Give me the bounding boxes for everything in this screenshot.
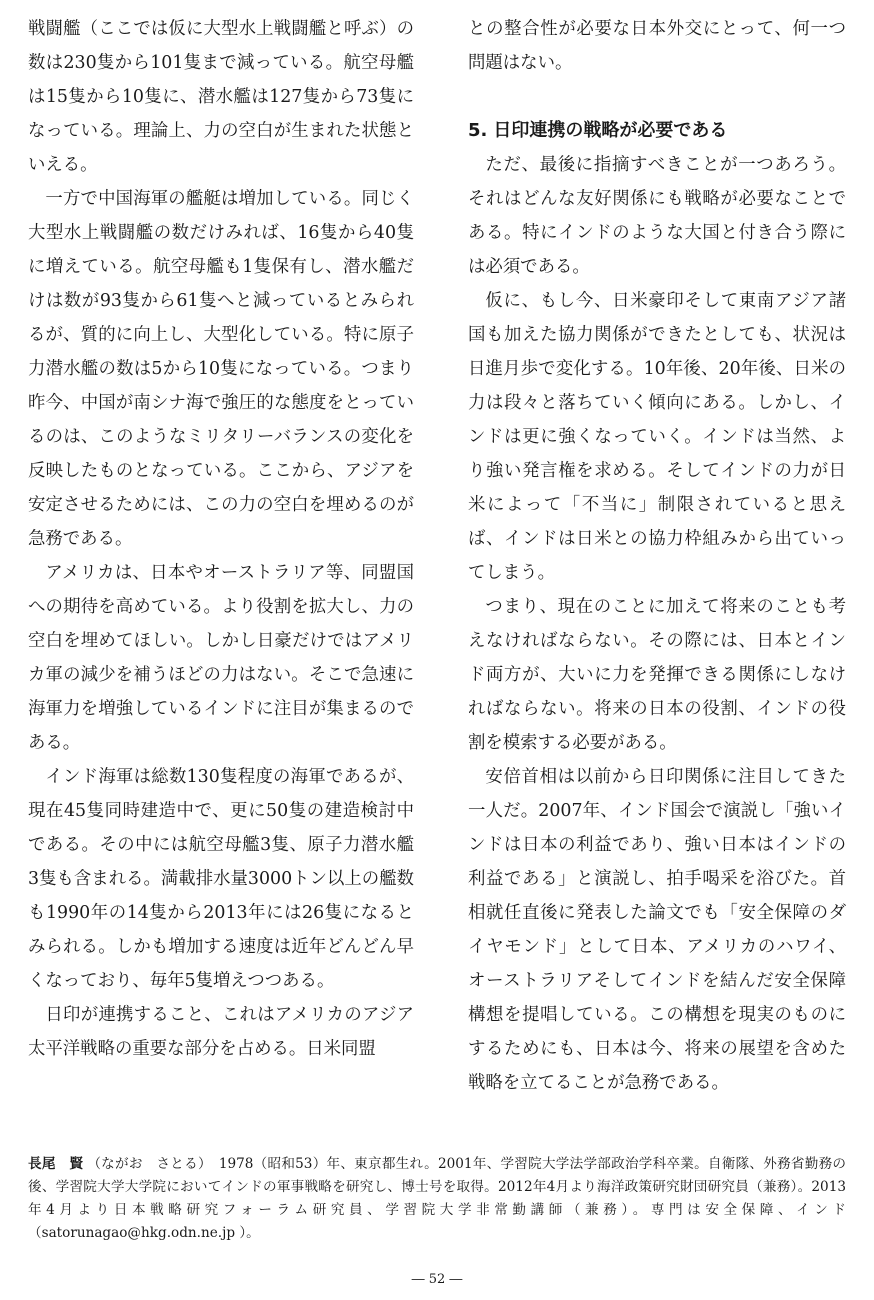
- paragraph: 安倍首相は以前から日印関係に注目してきた一人だ。2007年、インド国会で演説し「強いインドは日本の利益であり、強い日本はインドの利益である」と演説し、拍手喝采を浴びた。首相就任直後に発表した論文でも「安全保障のダイヤモンド」として日本、アメリカのハワイ、オーストラリアそしてインドを結んだ安全保障構想を提唱している。この構想を現実のものにするためにも、日本は今、将来の展望を含めた戦略を立てることが急務である。: [468, 767, 846, 1093]
- paragraph: 戦闘艦（ここでは仮に大型水上戦闘艦と呼ぶ）の数は230隻から101隻まで減っている。航空母艦は15隻から10隻に、潜水艦は127隻から73隻になっている。理論上、力の空白が生まれた状態といえる。: [28, 19, 414, 175]
- section-heading: [468, 114, 846, 148]
- paragraph: 日印が連携すること、これはアメリカのアジア太平洋戦略の重要な部分を占める。日米同盟: [28, 1005, 414, 1059]
- author-name: 長尾 賢: [28, 1156, 84, 1172]
- paragraph: インド海軍は総数130隻程度の海軍であるが、現在45隻同時建造中で、更に50隻の建造検討中である。その中には航空母艦3隻、原子力潜水艦3隻も含まれる。満載排水量3000トン以上の艦数も1990年の14隻から2013年には26隻になるとみられる。しかも増加する速度は近年どんどん早くなっており、毎年5隻増えつつある。: [28, 767, 414, 991]
- paragraph: アメリカは、日本やオーストラリア等、同盟国への期待を高めている。より役割を拡大し、力の空白を埋めてほしい。しかし日豪だけではアメリカ軍の減少を補うほどの力はない。そこで急速に海軍力を増強しているインドに注目が集まるのである。: [28, 563, 414, 753]
- paragraph: つまり、現在のことに加えて将来のことも考えなければならない。その際には、日本とインド両方が、大いに力を発揮できる関係にしなければならない。将来の日本の役割、インドの役割を模索する必要がある。: [468, 597, 846, 753]
- paragraph: との整合性が必要な日本外交にとって、何一つ問題はない。: [468, 19, 846, 73]
- left-column: [28, 12, 414, 1066]
- right-column: [468, 12, 846, 1100]
- author-bio: [28, 1153, 846, 1245]
- page-number: ― 52 ―: [411, 1272, 463, 1287]
- section-title: 日印連携の戦略が必要である: [493, 120, 728, 141]
- section-number: 5.: [468, 120, 488, 141]
- author-bio-text: （ながお さとる） 1978（昭和53）年、東京都生れ。2001年、学習院大学法学部政治学科卒業。自衛隊、外務省勤務の後、学習院大学大学院においてインドの軍事戦略を研究し、博士号を取得。2012年4月より海洋政策研究財団研究員（兼務）。2013年4月より日本戦略研究フォーラム研究員、学習院大学非常勤講師（兼務）。専門は安全保障、インド（satorunagao@hkg.odn.ne.jp ）。: [28, 1156, 847, 1241]
- paragraph: 一方で中国海軍の艦艇は増加している。同じく大型水上戦闘艦の数だけみれば、16隻から40隻に増えている。航空母艦も1隻保有し、潜水艦だけは数が93隻から61隻へと減っているとみられるが、質的に向上し、大型化している。特に原子力潜水艦の数は5から10隻になっている。つまり昨今、中国が南シナ海で強圧的な態度をとっているのは、このようなミリタリーバランスの変化を反映したものとなっている。ここから、アジアを安定させるためには、この力の空白を埋めるのが急務である。: [28, 189, 414, 549]
- paragraph: ただ、最後に指摘すべきことが一つあろう。それはどんな友好関係にも戦略が必要なことである。特にインドのような大国と付き合う際には必須である。: [468, 155, 846, 277]
- paragraph: 仮に、もし今、日米豪印そして東南アジア諸国も加えた協力関係ができたとしても、状況は日進月歩で変化する。10年後、20年後、日米の力は段々と落ちていく傾向にある。しかし、インドは更に強くなっていく。インドは当然、より強い発言権を求める。そしてインドの力が日米によって「不当に」制限されていると思えば、インドは日米との協力枠組みから出ていってしまう。: [468, 291, 846, 583]
